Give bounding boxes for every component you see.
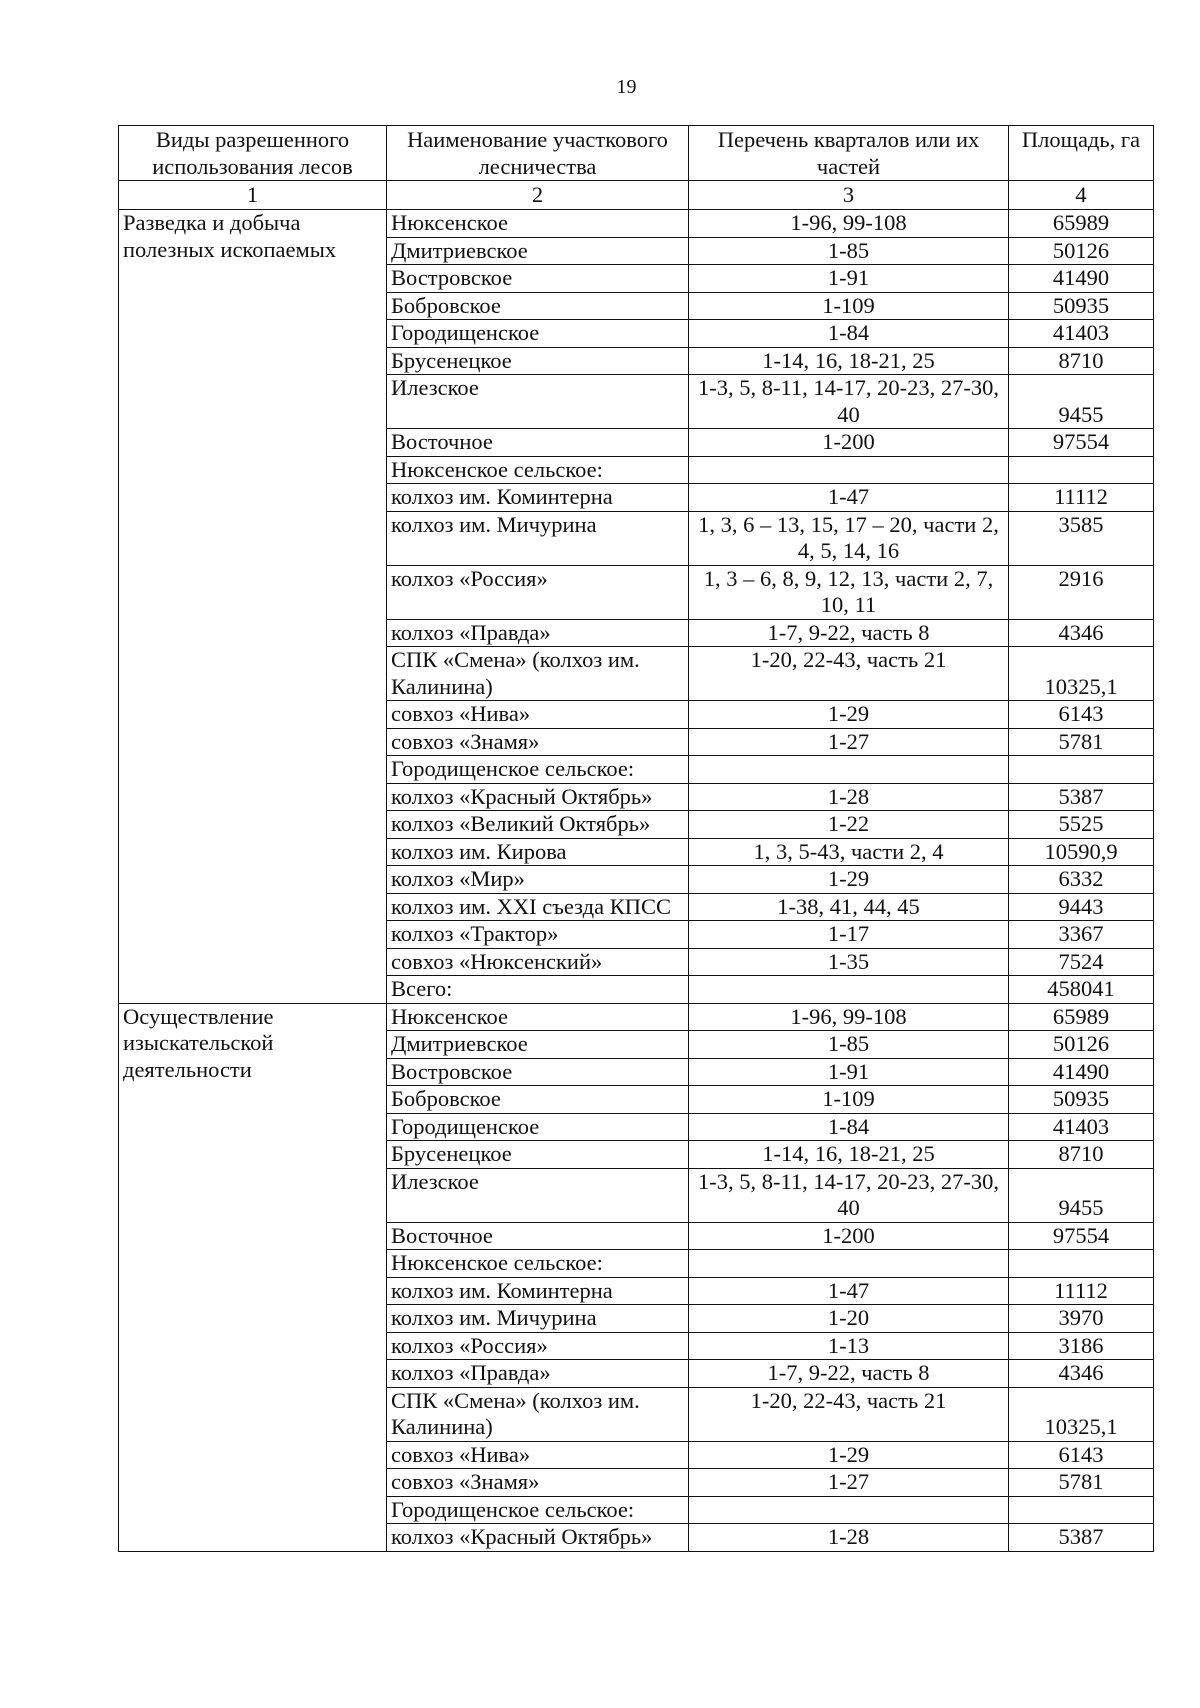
quarters-cell: 1-3, 5, 8-11, 14-17, 20-23, 27-30, 40	[689, 375, 1009, 429]
forestry-name-cell: Дмитриевское	[387, 1031, 689, 1059]
quarters-cell: 1-84	[689, 320, 1009, 348]
area-cell: 41403	[1009, 320, 1154, 348]
area-cell: 41490	[1009, 265, 1154, 293]
forestry-name-cell: совхоз «Знамя»	[387, 728, 689, 756]
forestry-name-cell: колхоз им. Мичурина	[387, 1305, 689, 1333]
area-cell: 50126	[1009, 237, 1154, 265]
area-cell: 3585	[1009, 511, 1154, 565]
quarters-cell: 1-29	[689, 701, 1009, 729]
forestry-name-cell: колхоз им. XXI съезда КПСС	[387, 893, 689, 921]
forestry-name-cell: колхоз «Красный Октябрь»	[387, 1524, 689, 1552]
area-cell: 50935	[1009, 1086, 1154, 1114]
forestry-name-cell: Бобровское	[387, 292, 689, 320]
forestry-name-cell: колхоз им. Коминтерна	[387, 484, 689, 512]
quarters-cell: 1-14, 16, 18-21, 25	[689, 1141, 1009, 1169]
forestry-name-cell: СПК «Смена» (колхоз им. Калинина)	[387, 1387, 689, 1441]
quarters-cell: 1-28	[689, 783, 1009, 811]
forestry-name-cell: колхоз им. Коминтерна	[387, 1277, 689, 1305]
page-number: 19	[616, 76, 637, 98]
quarters-cell: 1-85	[689, 237, 1009, 265]
forestry-name-cell: Всего:	[387, 976, 689, 1004]
forestry-name-cell: колхоз «Россия»	[387, 1332, 689, 1360]
forestry-name-cell: Илезское	[387, 1168, 689, 1222]
header-use-type: Виды разрешенного использования лесов	[119, 126, 387, 181]
quarters-cell: 1-91	[689, 1058, 1009, 1086]
forestry-name-cell: колхоз «Правда»	[387, 1360, 689, 1388]
quarters-cell: 1-84	[689, 1113, 1009, 1141]
header-quarters: Перечень кварталов или их частей	[689, 126, 1009, 181]
quarters-cell: 1-91	[689, 265, 1009, 293]
area-cell: 5387	[1009, 1524, 1154, 1552]
forestry-name-cell: Брусенецкое	[387, 347, 689, 375]
area-cell: 10325,1	[1009, 647, 1154, 701]
quarters-cell: 1-29	[689, 1441, 1009, 1469]
area-cell: 5781	[1009, 728, 1154, 756]
column-number-row	[119, 181, 1154, 210]
forestry-name-cell: колхоз им. Мичурина	[387, 511, 689, 565]
table-body	[119, 126, 1154, 1552]
forestry-name-cell: колхоз «Правда»	[387, 619, 689, 647]
quarters-cell: 1-47	[689, 1277, 1009, 1305]
quarters-cell	[689, 456, 1009, 484]
forestry-name-cell: Городищенское	[387, 320, 689, 348]
area-cell: 11112	[1009, 1277, 1154, 1305]
quarters-cell: 1-96, 99-108	[689, 210, 1009, 238]
area-cell: 3186	[1009, 1332, 1154, 1360]
area-cell: 41403	[1009, 1113, 1154, 1141]
column-number: 1	[119, 181, 387, 210]
forestry-name-cell: колхоз «Красный Октябрь»	[387, 783, 689, 811]
quarters-cell: 1-7, 9-22, часть 8	[689, 619, 1009, 647]
area-cell: 50935	[1009, 292, 1154, 320]
area-cell: 50126	[1009, 1031, 1154, 1059]
header-forestry-name: Наименование участкового лесничества	[387, 126, 689, 181]
table-row	[119, 1003, 1154, 1031]
area-cell: 6332	[1009, 866, 1154, 894]
quarters-cell: 1-13	[689, 1332, 1009, 1360]
forestry-name-cell: Городищенское сельское:	[387, 1496, 689, 1524]
quarters-cell: 1-20	[689, 1305, 1009, 1333]
use-type-cell: Разведка и добыча полезных ископаемых	[119, 210, 387, 1004]
quarters-cell: 1-38, 41, 44, 45	[689, 893, 1009, 921]
forestry-name-cell: совхоз «Знамя»	[387, 1469, 689, 1497]
area-cell: 8710	[1009, 1141, 1154, 1169]
quarters-cell: 1-200	[689, 429, 1009, 457]
area-cell: 5387	[1009, 783, 1154, 811]
quarters-cell: 1, 3, 6 – 13, 15, 17 – 20, части 2, 4, 5, 14, 16	[689, 511, 1009, 565]
forestry-name-cell: совхоз «Нюксенский»	[387, 948, 689, 976]
area-cell: 65989	[1009, 1003, 1154, 1031]
forestry-name-cell: Восточное	[387, 429, 689, 457]
forestry-name-cell: Нюксенское сельское:	[387, 1250, 689, 1278]
area-cell	[1009, 756, 1154, 784]
column-number: 2	[387, 181, 689, 210]
quarters-cell: 1-35	[689, 948, 1009, 976]
table-row	[119, 210, 1154, 238]
forestry-name-cell: Нюксенское	[387, 1003, 689, 1031]
area-cell: 3367	[1009, 921, 1154, 949]
quarters-cell: 1-7, 9-22, часть 8	[689, 1360, 1009, 1388]
area-cell: 97554	[1009, 429, 1154, 457]
forestry-name-cell: Дмитриевское	[387, 237, 689, 265]
forestry-name-cell: Бобровское	[387, 1086, 689, 1114]
quarters-cell: 1-96, 99-108	[689, 1003, 1009, 1031]
forestry-name-cell: колхоз «Великий Октябрь»	[387, 811, 689, 839]
forestry-name-cell: колхоз «Трактор»	[387, 921, 689, 949]
quarters-cell: 1-22	[689, 811, 1009, 839]
area-cell: 3970	[1009, 1305, 1154, 1333]
quarters-cell: 1-109	[689, 292, 1009, 320]
quarters-cell: 1-14, 16, 18-21, 25	[689, 347, 1009, 375]
quarters-cell: 1-200	[689, 1222, 1009, 1250]
forestry-name-cell: Нюксенское	[387, 210, 689, 238]
quarters-cell: 1-109	[689, 1086, 1009, 1114]
header-area: Площадь, га	[1009, 126, 1154, 181]
area-cell: 5781	[1009, 1469, 1154, 1497]
quarters-cell: 1-20, 22-43, часть 21	[689, 1387, 1009, 1441]
area-cell: 6143	[1009, 701, 1154, 729]
forestry-name-cell: Нюксенское сельское:	[387, 456, 689, 484]
quarters-cell: 1-85	[689, 1031, 1009, 1059]
forestry-name-cell: совхоз «Нива»	[387, 1441, 689, 1469]
column-number: 4	[1009, 181, 1154, 210]
forestry-name-cell: колхоз «Мир»	[387, 866, 689, 894]
quarters-cell: 1, 3, 5-43, части 2, 4	[689, 838, 1009, 866]
area-cell: 6143	[1009, 1441, 1154, 1469]
quarters-cell: 1-20, 22-43, часть 21	[689, 647, 1009, 701]
area-cell: 5525	[1009, 811, 1154, 839]
quarters-cell: 1-27	[689, 728, 1009, 756]
area-cell: 97554	[1009, 1222, 1154, 1250]
use-type-cell: Осуществление изыскательской деятельности	[119, 1003, 387, 1551]
area-cell: 458041	[1009, 976, 1154, 1004]
quarters-cell: 1-28	[689, 1524, 1009, 1552]
quarters-cell	[689, 976, 1009, 1004]
area-cell: 41490	[1009, 1058, 1154, 1086]
forestry-name-cell: Городищенское сельское:	[387, 756, 689, 784]
area-cell: 10590,9	[1009, 838, 1154, 866]
forestry-name-cell: Востровское	[387, 265, 689, 293]
area-cell	[1009, 456, 1154, 484]
area-cell: 4346	[1009, 619, 1154, 647]
quarters-cell: 1-29	[689, 866, 1009, 894]
forestry-name-cell: колхоз «Россия»	[387, 565, 689, 619]
forestry-name-cell: Городищенское	[387, 1113, 689, 1141]
quarters-cell: 1-3, 5, 8-11, 14-17, 20-23, 27-30, 40	[689, 1168, 1009, 1222]
forestry-name-cell: Илезское	[387, 375, 689, 429]
area-cell: 9455	[1009, 1168, 1154, 1222]
area-cell	[1009, 1250, 1154, 1278]
area-cell: 2916	[1009, 565, 1154, 619]
forestry-name-cell: Брусенецкое	[387, 1141, 689, 1169]
area-cell: 9443	[1009, 893, 1154, 921]
quarters-cell	[689, 1496, 1009, 1524]
forest-use-table	[118, 125, 1154, 1552]
quarters-cell: 1-17	[689, 921, 1009, 949]
forestry-name-cell: Восточное	[387, 1222, 689, 1250]
forestry-name-cell: совхоз «Нива»	[387, 701, 689, 729]
forestry-name-cell: СПК «Смена» (колхоз им. Калинина)	[387, 647, 689, 701]
forestry-name-cell: колхоз им. Кирова	[387, 838, 689, 866]
header-row	[119, 126, 1154, 181]
column-number: 3	[689, 181, 1009, 210]
area-cell: 8710	[1009, 347, 1154, 375]
area-cell: 10325,1	[1009, 1387, 1154, 1441]
quarters-cell: 1, 3 – 6, 8, 9, 12, 13, части 2, 7, 10, 11	[689, 565, 1009, 619]
quarters-cell: 1-27	[689, 1469, 1009, 1497]
area-cell: 11112	[1009, 484, 1154, 512]
area-cell: 7524	[1009, 948, 1154, 976]
area-cell: 65989	[1009, 210, 1154, 238]
quarters-cell: 1-47	[689, 484, 1009, 512]
quarters-cell	[689, 756, 1009, 784]
quarters-cell	[689, 1250, 1009, 1278]
area-cell	[1009, 1496, 1154, 1524]
area-cell: 4346	[1009, 1360, 1154, 1388]
area-cell: 9455	[1009, 375, 1154, 429]
forestry-name-cell: Востровское	[387, 1058, 689, 1086]
